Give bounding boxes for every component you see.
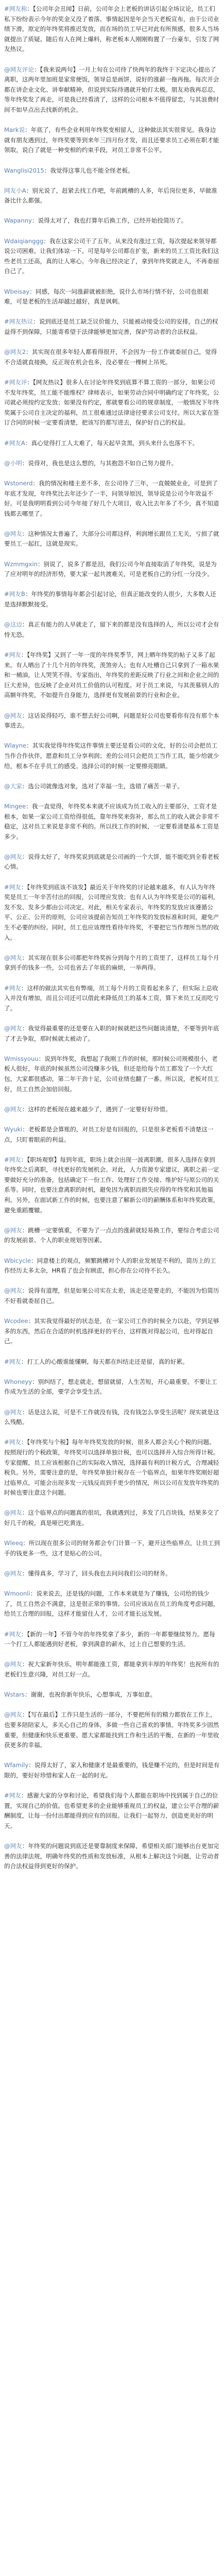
- comment-post: [4, 1690, 220, 1710]
- comment-post: [4, 1286, 220, 1316]
- comment-text: 懂得真多，学习了，回头我也去问问我们公司的财务。: [28, 1570, 171, 1578]
- comment-text: 我觉得这事儿也不能全怪老板。: [50, 166, 134, 174]
- comment-text: 说到底还是员工缺乏议价能力，只能被动接受公司的安排，自己的权益得不到保障，只能寄希望于法律能够更加完善，保护劳动者的合法权益。: [4, 318, 218, 335]
- comment-text: 谢谢，也祝你新年快乐，心想事成，万事如意。: [30, 1691, 157, 1699]
- comment-text: 【年终奖】又到了一年一度的年终奖季节，网上晒年终奖的帖子又多了起来。有人晒出了十几个月的年终奖，羡煞旁人；也有人吐槽自己只拿到了一箱水果和一桶油，让人哭笑不得。专家指出，年终奖的差距反映了行业之间和企业之间的巨大差异，也反映了企业对员工价值的认可程度。对于员工来说，与其羡慕别人的高额年终奖，不如提升自身能力，选择更有发展前景的行业和企业。: [4, 651, 219, 699]
- comment-username[interactable]: @小明: [4, 459, 22, 467]
- comment-username[interactable]: Wstonerd: [4, 479, 33, 487]
- comment-text: 这话说得轻巧，谁不想去好公司啊，问题是好公司也要看你有没有那个本事进去。: [4, 711, 219, 730]
- comment-post: [4, 1437, 220, 1508]
- comment-username[interactable]: Wleeq: [4, 1539, 23, 1547]
- comment-text: 我的情况和楼主差不多，在公司待了三年，一直兢兢业业，可是到了年底才发现，年终奖比去年还少了一半，问领导原因，领导说是公司今年效益不好。可是我明明看到公司今年接了好几个大项目，收入比去年多了不少，真不知道钱都去哪里了。: [4, 479, 219, 517]
- comment-separator: ：: [21, 1438, 27, 1446]
- comment-separator: ：: [37, 560, 44, 568]
- comment-username[interactable]: Wzmmgxin: [4, 560, 38, 568]
- comment-separator: ：: [22, 1024, 28, 1032]
- comment-post: [4, 1024, 220, 1054]
- comment-username[interactable]: Mingee: [4, 802, 26, 810]
- comment-post: [4, 620, 220, 650]
- comment-text: 跳槽一定要慎重，不要为了一点点的涨薪就轻易换工作，要综合考虑公司的发展前景、个人的职业规划等因素。: [4, 1226, 219, 1244]
- comment-username[interactable]: Wanglisi2015: [4, 166, 44, 174]
- comment-username[interactable]: @网友: [4, 853, 22, 860]
- comment-separator: ：: [25, 439, 31, 447]
- comment-separator: ：: [25, 126, 31, 134]
- comment-text: 说得太对了，我也打算年后换工作，已经开始投简历了。: [38, 217, 187, 225]
- comment-separator: ：: [25, 590, 31, 598]
- comment-text: 说得太好了，家人和健康才是最重要的，钱是赚不完的，但是时间是有限的，要好好珍惜和家人在一起的时光。: [4, 1761, 220, 1779]
- comment-text: 说到年终奖，我想起了我刚工作的时候，那时候公司规模很小，老板人很好，年底的时候虽然公司没赚多少钱，但还是给每个员工都发了一个大红包，大家都很感动，第二年干劲十足，公司业绩也翻了一番。所以说，老板对员工好，员工自然会加倍回报。: [4, 1055, 219, 1093]
- comment-post: [4, 1630, 220, 1660]
- comment-separator: ：: [21, 883, 27, 891]
- comment-text: 其实现在很多公司都把年终奖拆分到每个月的工资里了，这样员工每个月拿到手的钱多一些，公司也省去了年底的麻烦，一举两得。: [4, 954, 219, 972]
- comment-separator: ：: [21, 651, 27, 658]
- comment-post: [4, 317, 220, 347]
- comment-username[interactable]: Wcodee: [4, 1317, 28, 1325]
- comment-post: [4, 438, 220, 459]
- comment-username[interactable]: #网友: [4, 1792, 21, 1800]
- comment-post: [4, 125, 220, 165]
- comment-text: 所以现在很多公司的财务都会专门计算一下，避开这些临界点，让员工到手的钱更多一些，这才是贴心的公司。: [4, 1539, 220, 1557]
- comment-username[interactable]: @网友: [4, 1842, 22, 1850]
- comment-post: [4, 529, 220, 560]
- comment-post: [4, 65, 220, 126]
- comment-separator: ：: [44, 166, 50, 174]
- comment-username[interactable]: #网友热议: [4, 318, 33, 326]
- comment-username[interactable]: @网友: [4, 1226, 22, 1234]
- comment-post: [4, 589, 220, 620]
- comment-username[interactable]: Whoneyy: [4, 1378, 32, 1385]
- comment-text: 别说了，说多了都是泪，我们公司今年直接取消了年终奖，说是为了应对明年的经济形势，要大家一起共渡难关，可是老板自己的分红一分没少。: [4, 560, 217, 578]
- comment-username[interactable]: @网友评论: [4, 65, 34, 73]
- comment-username[interactable]: Wfamily: [4, 1761, 29, 1769]
- comment-post: [4, 1357, 220, 1377]
- comment-username[interactable]: @网友: [4, 1570, 22, 1578]
- comment-post: [4, 216, 220, 236]
- comment-text: 说来说去，还是钱的问题，工作本来就是为了赚钱，公司给的钱少了，员工自然会不满意，这是很正常的事情。公司应该站在员工的角度考虑问题，给员工合理的回报，这样才能留住人才，公司才能长远发展。: [4, 1590, 219, 1618]
- comment-text: 打工人的心酸谁能懂啊，每天都在纠结走还是留，真的好累。: [27, 1358, 188, 1365]
- comment-separator: ：: [22, 1408, 28, 1416]
- comment-username[interactable]: @网友: [4, 711, 22, 719]
- comment-text: 【年终奖到底该不该发】最近关于年终奖的讨论越来越多，有人认为年终奖是员工一年辛苦付出的回报，公司理应发放；也有人认为年终奖是公司的福利，发不发、发多少都由公司决定。对此，相关专家表示，年终奖的发放应该遵循公平、公正、公开的原则，公司应该提前告知员工年终奖的发放标准和时间，避免产生不必要的纠纷。同时，员工也应该理性看待年终奖，不要把它当作理所当然的收入。: [4, 883, 219, 941]
- comment-text: 别光说了，赶紧去找工作吧，年前跳槽的人多，年后岗位更多，早做准备比什么都强。: [4, 187, 217, 205]
- comment-post: [4, 711, 220, 741]
- comment-text: 【职场观察】每到年底，职场上就会出现一波离职潮。很多人选择在拿到年终奖之后离职，寻找更好的发展机会。对此，人力资源专家建议，离职之前一定要做好充分的准备，包括确定下一份工作、处理好工作交接、维护好与原公司的关系等。同时，也要注意离职的时机，避免因为离职而损失应得的年终奖和其他福利。另外，在面试新工作的时候，也要注意了解新公司的薪酬体系和年终奖政策，避免重蹈覆辙。: [4, 1156, 219, 1214]
- comment-post: [4, 1760, 220, 1791]
- comment-separator: ：: [23, 1539, 29, 1547]
- comment-separator: ：: [21, 1358, 27, 1365]
- comment-post: [4, 1377, 220, 1408]
- comment-text: 话是这么说，可是不工作就没有钱，没有钱怎么享受生活呢？现实就是这么残酷。: [4, 1408, 219, 1426]
- comment-separator: ：: [26, 802, 32, 810]
- comment-post: [4, 1054, 220, 1105]
- comment-username[interactable]: #网友: [4, 1156, 21, 1163]
- comment-text: 同意楼上的观点，频繁跳槽对个人的职业发展是不利的，简历上的工作经历太多太杂，HR看了也会有顾虑，担心你在公司待不长久。: [4, 1257, 216, 1275]
- comment-separator: ：: [33, 65, 40, 73]
- comment-post: [4, 347, 220, 378]
- comment-separator: ：: [31, 1257, 37, 1264]
- comment-post: [4, 1105, 220, 1125]
- comment-username[interactable]: Wbicycle: [4, 1257, 31, 1264]
- comment-username[interactable]: Wapanny: [4, 217, 32, 225]
- comment-separator: ：: [27, 5, 33, 12]
- comment-post: [4, 378, 220, 438]
- comment-separator: ：: [22, 1711, 28, 1719]
- comment-separator: ：: [22, 1226, 28, 1234]
- comment-text: 说得对，我也是这么想的，与其抱怨不如自己努力提升。: [28, 459, 178, 467]
- comment-text: 真心觉得打工人太难了，每天起早贪黑，到头来什么也落不下。: [31, 439, 199, 447]
- comment-post: [4, 1316, 220, 1357]
- comment-text: 别纠结了，想走就走，想留就留，人生苦短，开心最重要。不要让工作成为生活的全部，要学会享受生活。: [4, 1378, 217, 1396]
- comment-text: 同感，每次一问涨薪就被拒绝，说什么市场行情不好，公司也很艰难，可是老板的生活却越过越好，真是讽刺。: [4, 287, 209, 306]
- comment-separator: ：: [22, 621, 28, 629]
- comment-username[interactable]: #网友: [4, 1438, 21, 1446]
- comment-separator: ：: [26, 187, 32, 194]
- comment-separator: ：: [22, 530, 28, 537]
- comment-separator: ：: [22, 711, 28, 719]
- comment-post: [4, 479, 220, 529]
- comment-post: [4, 1408, 220, 1438]
- comment-username[interactable]: Wstars: [4, 1691, 25, 1699]
- comment-separator: ：: [43, 237, 49, 245]
- comment-post: [4, 1589, 220, 1629]
- comment-separator: ：: [22, 1105, 28, 1113]
- comment-post: [4, 650, 220, 711]
- comment-username[interactable]: @大家: [4, 782, 22, 790]
- comment-username[interactable]: Wyuki: [4, 1125, 23, 1133]
- comment-post: [4, 883, 220, 953]
- comment-separator: ：: [28, 1761, 35, 1769]
- comment-post: [4, 166, 220, 186]
- comment-text: 【公司年会丑闻】日前，公司年会上老板的讲话引起全场议论，员工们私下纷纷表示今年的奖金又没了着落。事情起因是年会当天老板宣布，由于公司业绩下滑，原定的年终奖将推迟发放，而在场的员工早已对此有所预感，很多人当场就提出了质疑。随后有人在网上爆料，称老板本人刚刚购置了一台豪车，引发了网友热议。: [4, 5, 219, 53]
- comment-post: [4, 802, 220, 852]
- comment-username[interactable]: @网友: [4, 1024, 22, 1032]
- comment-username[interactable]: @这边: [4, 621, 22, 629]
- comment-username[interactable]: @网友: [4, 1287, 22, 1295]
- comment-text: 真正有能力的人早就走了，留下来的都是没有选择的人，所以公司才会有恃无恐。: [4, 621, 219, 638]
- comment-text: 【网友热议】很多人在讨论年终奖到底算不算工资的一部分，如果公司不发年终奖，员工能不能维权？律师表示，如果劳动合同中明确约定了年终奖，公司就必须按约定发放；如果没有约定，那就要看公司的规章制度，一般情况下年终奖属于公司自主决定的福利，员工很难通过法律途径要求公司支付。所以大家在签订合同的时候一定要看清楚，把该写的都写进去，保护好自己的权益。: [4, 378, 219, 427]
- comment-post: [4, 287, 220, 317]
- comment-username[interactable]: #网友: [4, 883, 21, 891]
- comment-username[interactable]: Wlayne: [4, 742, 27, 750]
- comment-post: [4, 1508, 220, 1538]
- comment-post: [4, 782, 220, 802]
- comment-username[interactable]: Wbeisay: [4, 287, 30, 295]
- comment-separator: ：: [26, 348, 32, 356]
- comment-post: [4, 1791, 220, 1841]
- comment-text: 【新的一年】不管今年的年终奖拿了多少，新的一年都要继续努力。愿每一个打工人都能遇到好老板，拿到满意的薪水，过上自己想要的生活。: [4, 1630, 215, 1648]
- comment-post: [4, 741, 220, 781]
- comment-username[interactable]: #网友A: [4, 439, 25, 447]
- comment-text: 【我来说两句】一月上旬在公司待了快两年的我终于下定决心提出了离职，这两年里加班是家常便饭，领导总是画饼，说好的涨薪一拖再拖。每次开会都在讲企业文化、讲奉献精神，但说到实际待遇就开始打太极。朋友劝我再忍忍，等年终奖发了再走，可是我已经看清了，这样的公司根本不值得留恋，与其浪费时间不如早点出去找新的机会。: [4, 65, 219, 113]
- comment-text: 年底了，有些企业利用年终奖变相留人，这种做法其实很常见。我身边就有朋友遇到过，年终奖要等到来年三四月份才发，而且还要求员工必须在职才能领取，说白了就是一种变相的约束手段，对员工非常不公平。: [4, 126, 219, 154]
- comment-separator: ：: [29, 287, 36, 295]
- comment-text: 我一直觉得，年终奖本来就不应该成为员工收入的主要部分，工资才是根本，如果一家公司工资给得很低，靠年终奖来弥补，那么员工的收入就会非常不稳定，这对员工来说是非常不利的。所以找工作的时候，一定要看清楚基本工资是多少。: [4, 802, 219, 840]
- comment-separator: ：: [22, 459, 28, 467]
- comment-username[interactable]: Wmoonli: [4, 1590, 30, 1598]
- comment-text: 这样的做法其实也有弊端，员工每个月的工资看起来多了，但实际上总收入并没有增加，而且公司还可以借此来降低员工的基本工资，算下来员工反而吃亏了。: [4, 984, 219, 1012]
- comment-post: [4, 1841, 220, 1882]
- comment-separator: ：: [38, 1055, 45, 1062]
- comment-separator: ：: [22, 1287, 28, 1295]
- comment-separator: ：: [33, 318, 39, 326]
- comment-separator: ：: [22, 853, 28, 860]
- comment-post: [4, 984, 220, 1024]
- comment-text: 年终奖的问题说到底还是要靠制度来保障，希望相关部门能够出台更加完善的法律法规，明确年终奖的性质和发放标准，从根本上解决这个问题，让劳动者的合法权益得到更好的保护。: [4, 1842, 219, 1870]
- comment-separator: ：: [22, 1660, 28, 1668]
- comment-username[interactable]: @网友: [4, 954, 22, 961]
- comment-text: 【年终奖与个税】每年年终奖发放的时候，很多人都会关心个税的问题。按照现行的个税政策，年终奖可以选择单独计税，也可以选择并入综合所得计税。专家提醒，员工应该根据自己的实际收入情况，选择最有利的计税方式，合理减轻税负。另外，需要注意的是，年终奖单独计税存在一个临界点，如果年终奖刚好超过临界点，可能会出现多发一元钱反而到手更少的情况，所以公司在发放年终奖的时候也要注意这个问题。: [4, 1438, 219, 1497]
- comment-post: [4, 1538, 220, 1569]
- comment-separator: ：: [26, 742, 32, 750]
- comment-username[interactable]: @网友: [4, 530, 22, 537]
- comment-post: [4, 459, 220, 479]
- comment-text: 选公司就像选对象，选对了幸福一生，选错了痛苦一辈子。: [28, 782, 183, 790]
- comment-username[interactable]: #网友: [4, 1630, 21, 1638]
- comment-text: 其实现在很多年轻人都看得很开，不会因为一份工作就委屈自己，觉得不合适就直接换，反正现在机会也多，没必要在一棵树上吊死。: [4, 348, 217, 366]
- comment-text: 这种情况太普遍了，大部分公司都这样，利润增长跟员工无关，亏损了就要员工一起扛，这就是现实。: [4, 530, 219, 548]
- comment-post: [4, 953, 220, 984]
- comment-username[interactable]: #网友: [4, 1358, 21, 1365]
- comment-post: [4, 1710, 220, 1760]
- comment-text: 祝大家新年快乐，明年都能涨工资，都能拿到丰厚的年终奖！也祝所有的老板们生意兴隆，对员工好一点。: [4, 1660, 219, 1678]
- comment-text: 这样的老板现在越来越少了，遇到了一定要好好珍惜。: [28, 1105, 171, 1113]
- comment-text: 我觉得最重要的还是要在入职的时候就把这些问题谈清楚，不要等到年底了才去争取，那时候就太被动了。: [4, 1024, 219, 1042]
- comment-username[interactable]: Wdaiqianggg: [4, 237, 44, 245]
- comment-text: 我在这家公司干了五年，从来没有涨过工资，每次提起来领导都说公司困难，让我们体谅一下。可是每年公司都在扩张，新来的员工工资比我们这些老员工还高，真的让人寒心。今年我已经决定了，拿到年终奖就走人，不再委屈自己了。: [4, 237, 219, 275]
- comment-username[interactable]: @网友: [4, 1711, 22, 1719]
- comment-username[interactable]: @网友: [4, 1408, 22, 1416]
- comment-post: [4, 560, 220, 590]
- comment-text: 其实我觉得最好的状态是，在一家公司工作的时候全力以赴，学到足够多的东西，然后在合适的时机选择更好的平台，这样既对得起公司，也对得起自己。: [4, 1317, 219, 1345]
- comment-post: [4, 852, 220, 883]
- comment-username[interactable]: Wmissyouu: [4, 1055, 39, 1062]
- comment-username[interactable]: @网友: [4, 1509, 22, 1517]
- comment-username[interactable]: Mark说: [4, 126, 25, 134]
- comment-post: [4, 236, 220, 287]
- comment-post: [4, 1155, 220, 1226]
- comment-post: [4, 1659, 220, 1690]
- comment-separator: ：: [22, 1509, 28, 1517]
- comment-separator: ：: [32, 1378, 38, 1385]
- comment-username[interactable]: @网友: [4, 1660, 22, 1668]
- comment-separator: ：: [28, 1317, 35, 1325]
- comment-post: [4, 1125, 220, 1155]
- comment-username[interactable]: #网友B: [4, 590, 25, 598]
- comment-username[interactable]: 网友小A: [4, 187, 26, 194]
- comment-separator: ：: [21, 1156, 27, 1163]
- comment-separator: ：: [24, 1691, 31, 1699]
- comment-username[interactable]: @网友: [4, 1105, 22, 1113]
- comment-username[interactable]: #网友评: [4, 378, 27, 386]
- comment-separator: ：: [21, 1630, 27, 1638]
- comment-text: 老板都是会算账的，对员工好是有回报的，只是很多老板看不清楚这一点，只盯着眼前的利益。: [4, 1125, 214, 1143]
- comment-post: [4, 1256, 220, 1286]
- comment-post: [4, 1226, 220, 1256]
- comment-post: [4, 186, 220, 216]
- comment-post: [4, 1569, 220, 1589]
- comment-separator: ：: [31, 217, 38, 225]
- comment-username[interactable]: #网友: [4, 984, 21, 992]
- comment-text: 年终奖的事情每年都会引起讨论，但真正能改变的人很少，大多数人还是选择默默接受。: [4, 590, 216, 608]
- comment-separator: ：: [30, 1590, 37, 1598]
- comment-text: 【写在最后】工作只是生活的一部分，不要把所有的精力都放在工作上，也要多陪陪家人，多关心自己的身体，多做一些自己喜欢的事情。年终奖多少固然重要，但健康和快乐更重要。愿大家都能找到工作和生活的平衡，在新的一年里收获更多的幸福。: [4, 1711, 219, 1749]
- comment-text: 说得太好了，年终奖说到底就是公司画的一个大饼，能不能吃到全看老板心情。: [4, 853, 219, 871]
- comment-text: 感谢大家的分享和讨论，希望我们每个人都能在职场中找到属于自己的位置，实现自己的价值。也希望更多的企业能够重视员工的权益，建立公平合理的薪酬制度，让每一份付出都能得到应有的回报。让我们一起努力，创造更美好的明天。: [4, 1792, 219, 1829]
- comment-separator: ：: [21, 984, 27, 992]
- comment-separator: ：: [32, 479, 39, 487]
- comment-separator: ：: [22, 1842, 28, 1850]
- comment-text: 其实我觉得年终奖这件事情主要还是看公司的文化，好的公司会把员工当作合作伙伴，愿意和员工分享利润；差的公司只会把员工当作工具，能少给就少给，根本不在乎员工的感受。选择公司的时候一定要擦亮眼睛。: [4, 742, 219, 770]
- comment-separator: ：: [22, 954, 28, 961]
- comment-separator: ：: [22, 1570, 28, 1578]
- comment-text: 说得有道理，但是如果公司实在太差，该走还是要走的，不能因为怕简历不好看就委屈自己。: [4, 1287, 219, 1304]
- comment-username[interactable]: #网友称: [4, 5, 27, 12]
- comment-username[interactable]: #网友: [4, 651, 21, 658]
- comment-text: 这个临界点的问题真的很坑，我就遇到过，多发了几百块钱，结果多交了好几千的税，真是哑巴吃黄连。: [4, 1509, 219, 1527]
- comment-separator: ：: [21, 1792, 27, 1800]
- comment-separator: ：: [27, 378, 33, 386]
- comment-username[interactable]: @网友2: [4, 348, 26, 356]
- comment-separator: ：: [22, 782, 28, 790]
- comment-separator: ：: [22, 1125, 29, 1133]
- comment-post: [4, 4, 220, 65]
